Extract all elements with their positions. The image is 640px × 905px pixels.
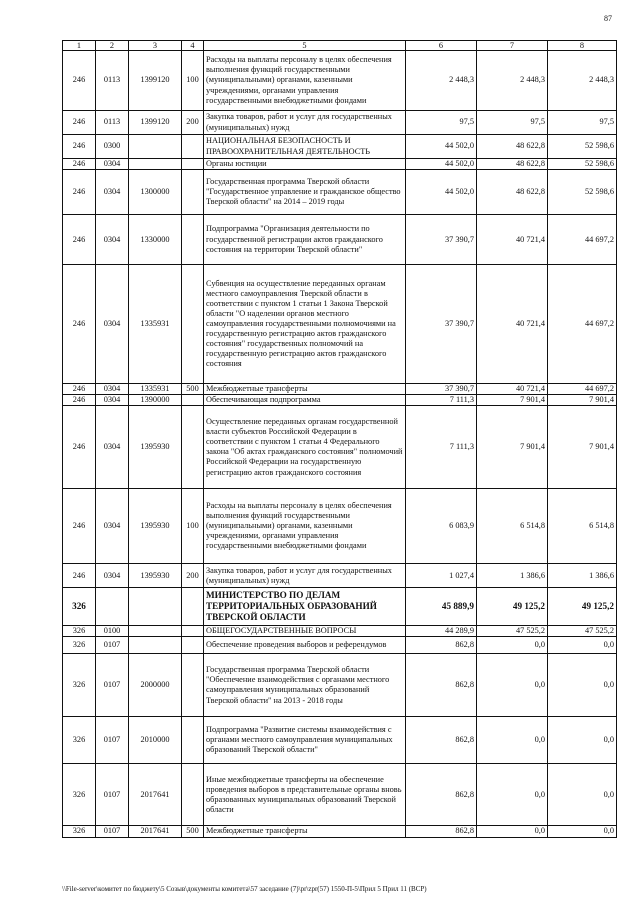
admin-code-cell: 326 [63,588,96,626]
value-col6-cell: 37 390,7 [406,215,477,265]
admin-code-cell: 326 [63,826,96,837]
table-row [63,826,617,837]
section-code-cell: 0304 [96,384,129,395]
value-col6-cell: 97,5 [406,111,477,135]
value-col7-cell: 48 622,8 [477,170,548,215]
value-col7-cell: 7 901,4 [477,395,548,406]
value-col6-cell: 6 083,9 [406,489,477,564]
value-col8-cell: 49 125,2 [548,588,617,626]
value-col8-cell: 44 697,2 [548,265,617,384]
target-code-cell: 1300000 [129,170,182,215]
description-cell: Межбюджетные трансферты [204,826,406,837]
value-col7-cell: 40 721,4 [477,265,548,384]
value-col8-cell: 0,0 [548,764,617,826]
value-col7-cell: 0,0 [477,637,548,654]
target-code-cell: 1390000 [129,395,182,406]
description-cell: ОБЩЕГОСУДАРСТВЕННЫЕ ВОПРОСЫ [204,626,406,637]
value-col6-cell: 44 502,0 [406,135,477,159]
value-col6-cell: 862,8 [406,637,477,654]
target-code-cell [129,135,182,159]
budget-table [62,40,617,838]
target-code-cell [129,588,182,626]
expense-type-cell [182,764,204,826]
target-code-cell: 1335931 [129,384,182,395]
value-col7-cell: 1 386,6 [477,564,548,588]
value-col6-cell: 44 289,9 [406,626,477,637]
expense-type-cell [182,637,204,654]
expense-type-cell [182,265,204,384]
value-col6-cell: 862,8 [406,764,477,826]
value-col7-cell: 7 901,4 [477,406,548,489]
section-code-cell: 0300 [96,135,129,159]
table-row [63,215,617,265]
table-row [63,159,617,170]
value-col7-cell: 40 721,4 [477,215,548,265]
target-code-cell: 1395930 [129,406,182,489]
description-cell: Подпрограмма "Организация деятельности по государственной регистрации актов гражданского состояния на территории Тверской области" [204,215,406,265]
description-cell: Субвенция на осуществление переданных органам местного самоуправления Тверской области в соответствии с пунктом 1 статьи 1 Закона Тверской области "О наделении органов местного самоуправления государственными полномочиями на государственную регистрацию актов гражданского состояния" государственных полномочий на государственную регистрацию актов гражданского состояния [204,265,406,384]
admin-code-cell: 246 [63,135,96,159]
target-code-cell: 1330000 [129,215,182,265]
target-code-cell [129,626,182,637]
value-col6-cell: 37 390,7 [406,265,477,384]
target-code-cell: 1399120 [129,111,182,135]
description-cell: НАЦИОНАЛЬНАЯ БЕЗОПАСНОСТЬ И ПРАВООХРАНИТЕЛЬНАЯ ДЕЯТЕЛЬНОСТЬ [204,135,406,159]
section-code-cell: 0107 [96,826,129,837]
value-col8-cell: 52 598,6 [548,170,617,215]
target-code-cell: 2017641 [129,826,182,837]
section-code-cell [96,588,129,626]
expense-type-cell [182,588,204,626]
expense-type-cell [182,395,204,406]
table-row [63,637,617,654]
value-col7-cell: 0,0 [477,654,548,717]
value-col8-cell: 47 525,2 [548,626,617,637]
admin-code-cell: 246 [63,111,96,135]
target-code-cell: 2000000 [129,654,182,717]
expense-type-cell: 500 [182,826,204,837]
target-code-cell [129,159,182,170]
column-header: 8 [548,41,617,51]
description-cell: Расходы на выплаты персоналу в целях обеспечения выполнения функций государственными (муниципальными) органами, казенными учреждениями, органами управления государственными внебюджетными фондами [204,489,406,564]
value-col7-cell: 49 125,2 [477,588,548,626]
value-col8-cell: 0,0 [548,637,617,654]
table-row [63,406,617,489]
value-col7-cell: 47 525,2 [477,626,548,637]
value-col6-cell: 44 502,0 [406,170,477,215]
table-row [63,564,617,588]
admin-code-cell: 326 [63,764,96,826]
admin-code-cell: 246 [63,406,96,489]
section-code-cell: 0304 [96,159,129,170]
table-row [63,265,617,384]
description-cell: Межбюджетные трансферты [204,384,406,395]
column-header: 6 [406,41,477,51]
value-col6-cell: 7 111,3 [406,395,477,406]
table-row [63,395,617,406]
table-row [63,135,617,159]
value-col8-cell: 52 598,6 [548,135,617,159]
description-cell: Органы юстиции [204,159,406,170]
value-col8-cell: 0,0 [548,717,617,764]
table-row [63,51,617,111]
value-col8-cell: 0,0 [548,654,617,717]
page-number: 87 [604,14,612,23]
value-col7-cell: 0,0 [477,717,548,764]
value-col8-cell: 97,5 [548,111,617,135]
target-code-cell [129,637,182,654]
value-col8-cell: 44 697,2 [548,384,617,395]
value-col8-cell: 2 448,3 [548,51,617,111]
target-code-cell: 2017641 [129,764,182,826]
expense-type-cell: 200 [182,111,204,135]
value-col8-cell: 6 514,8 [548,489,617,564]
expense-type-cell: 100 [182,51,204,111]
value-col6-cell: 44 502,0 [406,159,477,170]
admin-code-cell: 326 [63,626,96,637]
value-col6-cell: 862,8 [406,826,477,837]
table-row [63,489,617,564]
table-row [63,588,617,626]
table-body [63,51,617,838]
value-col7-cell: 48 622,8 [477,159,548,170]
admin-code-cell: 246 [63,395,96,406]
table-row [63,764,617,826]
column-header: 7 [477,41,548,51]
section-code-cell: 0107 [96,717,129,764]
column-header: 3 [129,41,182,51]
expense-type-cell [182,159,204,170]
target-code-cell: 1395930 [129,489,182,564]
file-path-footer: \\File-server\комитет по бюджету\5 Созыв\документы комитета\57 заседание (7)\pr\zpr(57) 1550-П-5\Прил 5 Прил 11 (ВСР) [62,885,427,893]
section-code-cell: 0113 [96,111,129,135]
admin-code-cell: 246 [63,489,96,564]
value-col8-cell: 0,0 [548,826,617,837]
description-cell: Государственная программа Тверской области "Государственное управление и гражданское общество Тверской области" на 2014 – 2019 годы [204,170,406,215]
column-header: 1 [63,41,96,51]
description-cell: Иные межбюджетные трансферты на обеспечение проведения выборов в представительные органы вновь образованных муниципальных образований Тверской области [204,764,406,826]
admin-code-cell: 246 [63,215,96,265]
value-col6-cell: 862,8 [406,717,477,764]
value-col7-cell: 48 622,8 [477,135,548,159]
description-cell: Обеспечение проведения выборов и референдумов [204,637,406,654]
value-col8-cell: 1 386,6 [548,564,617,588]
description-cell: Закупка товаров, работ и услуг для государственных (муниципальных) нужд [204,111,406,135]
target-code-cell: 1335931 [129,265,182,384]
table-row [63,654,617,717]
value-col7-cell: 0,0 [477,826,548,837]
value-col6-cell: 1 027,4 [406,564,477,588]
value-col6-cell: 7 111,3 [406,406,477,489]
section-code-cell: 0304 [96,265,129,384]
description-cell: Подпрограмма "Развитие системы взаимодействия с органами местного самоуправления муниципальных образований Тверской области" [204,717,406,764]
admin-code-cell: 246 [63,265,96,384]
value-col8-cell: 7 901,4 [548,395,617,406]
expense-type-cell: 200 [182,564,204,588]
table-row [63,170,617,215]
expense-type-cell [182,626,204,637]
section-code-cell: 0304 [96,406,129,489]
column-header: 5 [204,41,406,51]
admin-code-cell: 326 [63,654,96,717]
section-code-cell: 0304 [96,564,129,588]
value-col8-cell: 7 901,4 [548,406,617,489]
section-code-cell: 0304 [96,395,129,406]
value-col8-cell: 44 697,2 [548,215,617,265]
value-col7-cell: 6 514,8 [477,489,548,564]
expense-type-cell: 100 [182,489,204,564]
target-code-cell: 1399120 [129,51,182,111]
section-code-cell: 0107 [96,637,129,654]
expense-type-cell [182,717,204,764]
description-cell: Государственная программа Тверской области "Обеспечение взаимодействия с органами местного самоуправления муниципальных образований Тверской области" на 2013 - 2018 годы [204,654,406,717]
section-code-cell: 0100 [96,626,129,637]
value-col6-cell: 37 390,7 [406,384,477,395]
value-col7-cell: 97,5 [477,111,548,135]
section-code-cell: 0107 [96,764,129,826]
value-col6-cell: 45 889,9 [406,588,477,626]
admin-code-cell: 246 [63,51,96,111]
column-header: 2 [96,41,129,51]
value-col8-cell: 52 598,6 [548,159,617,170]
expense-type-cell: 500 [182,384,204,395]
section-code-cell: 0304 [96,170,129,215]
admin-code-cell: 246 [63,564,96,588]
admin-code-cell: 326 [63,717,96,764]
column-header: 4 [182,41,204,51]
target-code-cell: 1395930 [129,564,182,588]
value-col6-cell: 2 448,3 [406,51,477,111]
table-row [63,626,617,637]
target-code-cell: 2010000 [129,717,182,764]
value-col7-cell: 40 721,4 [477,384,548,395]
admin-code-cell: 326 [63,637,96,654]
description-cell: МИНИСТЕРСТВО ПО ДЕЛАМ ТЕРРИТОРИАЛЬНЫХ ОБРАЗОВАНИЙ ТВЕРСКОЙ ОБЛАСТИ [204,588,406,626]
description-cell: Расходы на выплаты персоналу в целях обеспечения выполнения функций государственными (муниципальными) органами, казенными учреждениями, органами управления государственными внебюджетными фондами [204,51,406,111]
table-row [63,717,617,764]
table-row [63,111,617,135]
section-code-cell: 0304 [96,215,129,265]
description-cell: Обеспечивающая подпрограмма [204,395,406,406]
section-code-cell: 0304 [96,489,129,564]
admin-code-cell: 246 [63,159,96,170]
section-code-cell: 0113 [96,51,129,111]
column-number-row [63,41,617,51]
value-col6-cell: 862,8 [406,654,477,717]
value-col7-cell: 2 448,3 [477,51,548,111]
admin-code-cell: 246 [63,384,96,395]
expense-type-cell [182,654,204,717]
admin-code-cell: 246 [63,170,96,215]
description-cell: Осуществление переданных органам государственной власти субъектов Российской Федерации в соответствии с пунктом 1 статьи 4 Федерального закона "Об актах гражданского состояния" полномочий Российской Федерации на государственную регистрацию актов гражданского состояния [204,406,406,489]
expense-type-cell [182,215,204,265]
expense-type-cell [182,406,204,489]
expense-type-cell [182,135,204,159]
value-col7-cell: 0,0 [477,764,548,826]
table-row [63,384,617,395]
expense-type-cell [182,170,204,215]
section-code-cell: 0107 [96,654,129,717]
description-cell: Закупка товаров, работ и услуг для государственных (муниципальных) нужд [204,564,406,588]
